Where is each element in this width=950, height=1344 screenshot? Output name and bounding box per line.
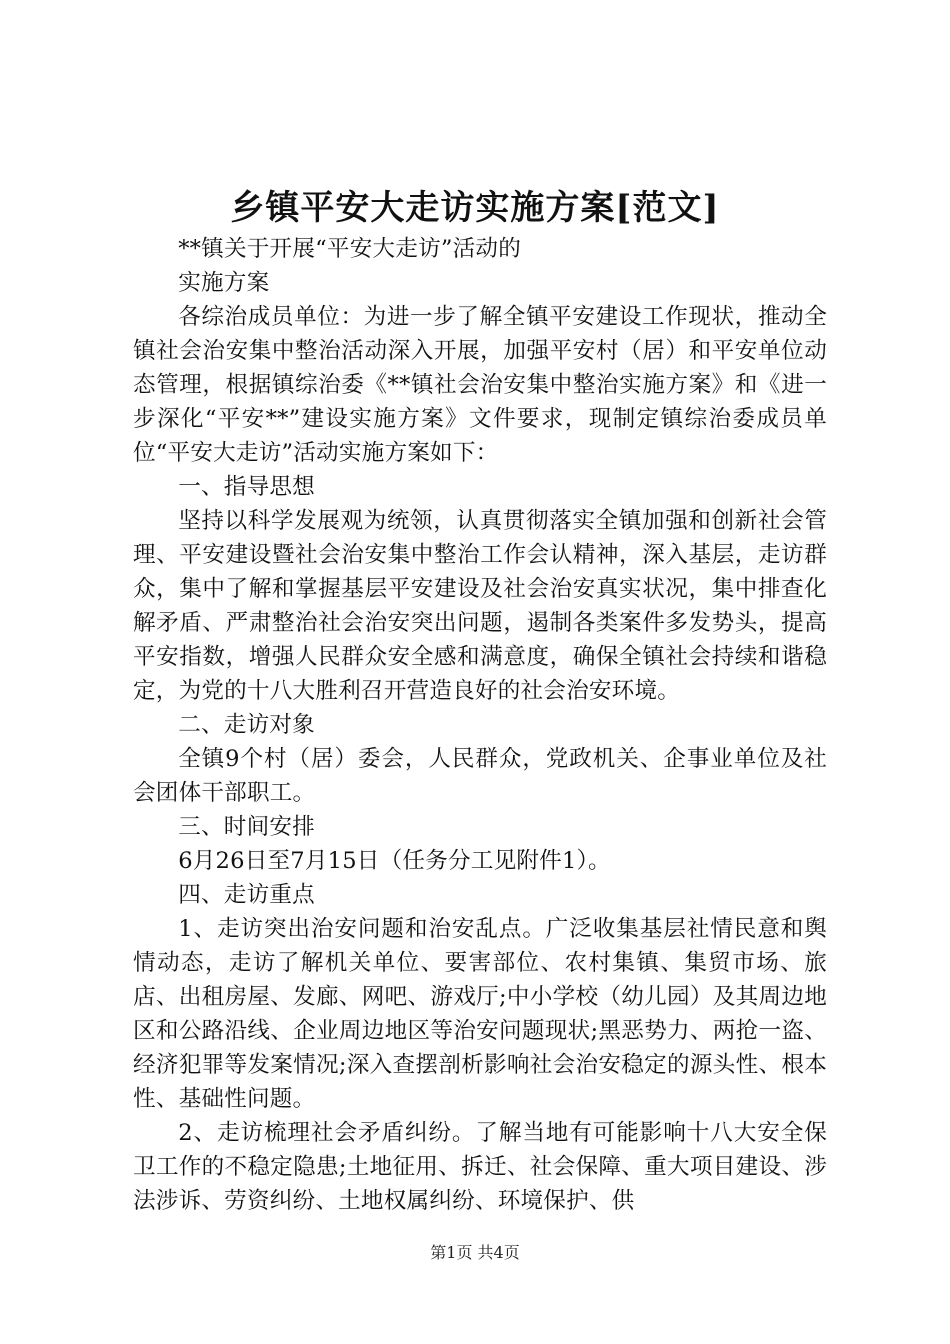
document-title: 乡镇平安大走访实施方案[范文]	[230, 188, 720, 228]
paragraph-intro: 各综治成员单位：为进一步了解全镇平安建设工作现状，推动全镇社会治安集中整治活动深入开展，加强平安村（居）和平安单位动态管理，根据镇综治委《**镇社会治安集中整治实施方案》和《进一步深化“平安**”建设实施方案》文件要求，现制定镇综治委成员单位“平安大走访”活动实施方案如下：	[133, 304, 827, 466]
document-body	[133, 232, 827, 1218]
paragraph-focus-item-1: 1、走访突出治安问题和治安乱点。广泛收集基层社情民意和舆情动态，走访了解机关单位、要害部位、农村集镇、集贸市场、旅店、出租房屋、发廊、网吧、游戏厅;中小学校（幼儿园）及其周边地区和公路沿线、企业周边地区等治安问题现状;黑恶势力、两抢一盗、经济犯罪等发案情况;深入查摆剖析影响社会治安稳定的源头性、根本性、基础性问题。	[133, 916, 827, 1112]
page-footer: 第1页 共4页	[430, 1243, 520, 1262]
section-heading-visit-targets: 二、走访对象	[178, 712, 315, 738]
paragraph-schedule: 6月26日至7月15日（任务分工见附件1）。	[178, 848, 611, 874]
section-heading-schedule: 三、时间安排	[178, 814, 315, 840]
paragraph-focus-item-2: 2、走访梳理社会矛盾纠纷。了解当地有可能影响十八大安全保卫工作的不稳定隐患;土地征用、拆迁、社会保障、重大项目建设、涉法涉诉、劳资纠纷、土地权属纠纷、环境保护、供	[133, 1120, 827, 1214]
heading-plan: 实施方案	[178, 270, 270, 296]
paragraph-guiding-thought: 坚持以科学发展观为统领，认真贯彻落实全镇加强和创新社会管理、平安建设暨社会治安集中整治工作会认精神，深入基层，走访群众，集中了解和掌握基层平安建设及社会治安真实状况，集中排查化解矛盾、严肃整治社会治安突出问题，遏制各类案件多发势头，提高平安指数，增强人民群众安全感和满意度，确保全镇社会持续和谐稳定，为党的十八大胜利召开营造良好的社会治安环境。	[133, 508, 827, 704]
section-heading-visit-focus: 四、走访重点	[178, 882, 315, 908]
heading-unit-notice: **镇关于开展“平安大走访”活动的	[178, 236, 522, 262]
paragraph-visit-targets: 全镇9个村（居）委会，人民群众，党政机关、企事业单位及社会团体干部职工。	[133, 746, 827, 806]
section-heading-guiding-thought: 一、指导思想	[178, 474, 315, 500]
